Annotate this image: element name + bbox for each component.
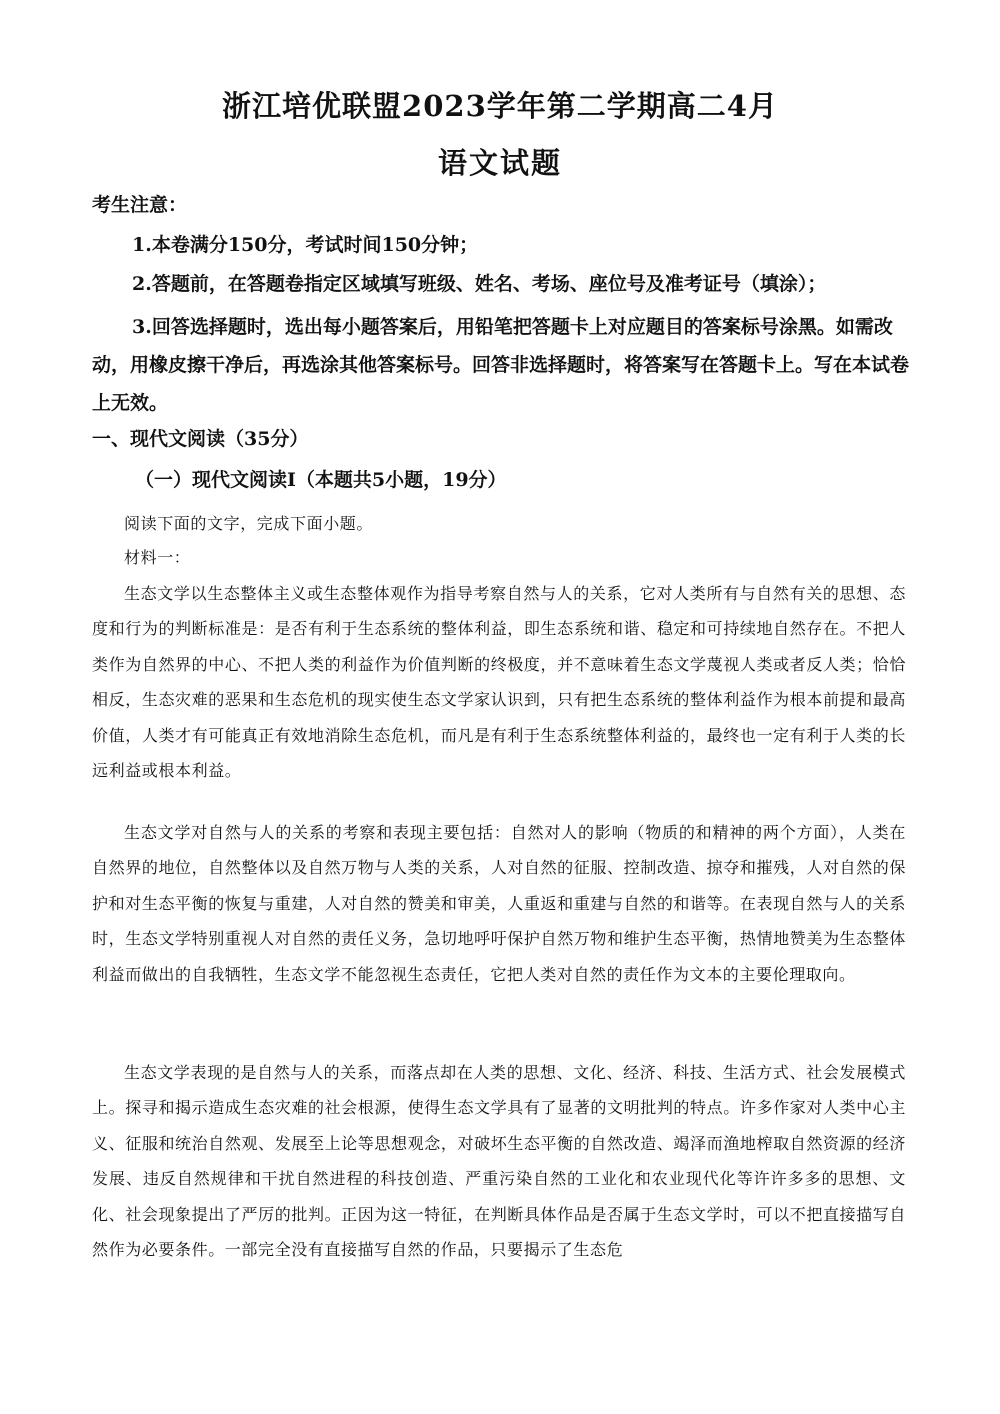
material-paragraph-2: 生态文学对自然与人的关系的考察和表现主要包括：自然对人的影响（物质的和精神的两个方面），人类在自然界的地位，自然整体以及自然万物与人类的关系，人对自然的征服、控制改造、掠夺和摧残，人对自然的保护和对生态平衡的恢复与重建，人对自然的赞美和审美，人重返和重建与自然的和谐等。在表现自然与人的关系时，生态文学特别重视人对自然的责任义务，急切地呼吁保护自然万物和维护生态平衡，热情地赞美为生态整体利益而做出的自我牺牲，生态文学不能忽视生态责任，它把人类对自然的责任作为文本的主要伦理取向。 xyxy=(92,823,906,984)
material-paragraph-1: 生态文学以生态整体主义或生态整体观作为指导考察自然与人的关系，它对人类所有与自然有关的思想、态度和行为的判断标准是：是否有利于生态系统的整体利益，即生态系统和谐、稳定和可持续地自然存在。不把人类作为自然界的中心、不把人类的利益作为价值判断的终极度，并不意味着生态文学蔑视人类或者反人类；恰恰相反，生态灾难的恶果和生态危机的现实使生态文学家认识到，只有把生态系统的整体利益作为根本前提和最高价值，人类才有可能真正有效地消除生态危机，而凡是有利于生态系统整体利益的，最终也一定有利于人类的长远利益或根本利益。 xyxy=(92,584,906,781)
notice-item-3: 3.回答选择题时，选出每小题答案后，用铅笔把答题卡上对应题目的答案标号涂黑。如需改动，用橡皮擦干净后，再选涂其他答案标号。回答非选择题时，将答案写在答题卡上。写在本试卷上无效。 xyxy=(92,316,910,414)
exam-subject-title: 语文试题 xyxy=(437,146,562,180)
notice-item-2: 2.答题前，在答题卷指定区域填写班级、姓名、考场、座位号及准考证号（填涂）； xyxy=(132,273,827,295)
reading-instruction: 阅读下面的文字，完成下面小题。 xyxy=(124,514,374,533)
material-paragraph-3: 生态文学表现的是自然与人的关系，而落点却在人类的思想、文化、经济、科技、生活方式、社会发展模式上。探寻和揭示造成生态灾难的社会根源，使得生态文学具有了显著的文明批判的特点。许多作家对人类中心主义、征服和统治自然观、发展至上论等思想观念，对破坏生态平衡的自然改造、竭泽而渔地榨取自然资源的经济发展、违反自然规律和干扰自然进程的科技创造、严重污染自然的工业化和农业现代化等许许多多的思想、文化、社会现象提出了严厉的批判。正因为这一特征，在判断具体作品是否属于生态文学时，可以不把直接描写自然作为必要条件。一部完全没有直接描写自然的作品，只要揭示了生态危 xyxy=(92,1063,906,1260)
material-label: 材料一： xyxy=(124,548,191,567)
notice-item-1: 1.本卷满分150分，考试时间150分钟； xyxy=(132,234,479,256)
section-heading: 一、现代文阅读（35分） xyxy=(92,428,309,450)
notice-heading: 考生注意： xyxy=(92,194,188,216)
exam-title: 浙江培优联盟2023学年第二学期高二4月 xyxy=(222,89,778,123)
subsection-heading: （一）现代文阅读Ⅰ（本题共5小题，19分） xyxy=(135,469,507,491)
